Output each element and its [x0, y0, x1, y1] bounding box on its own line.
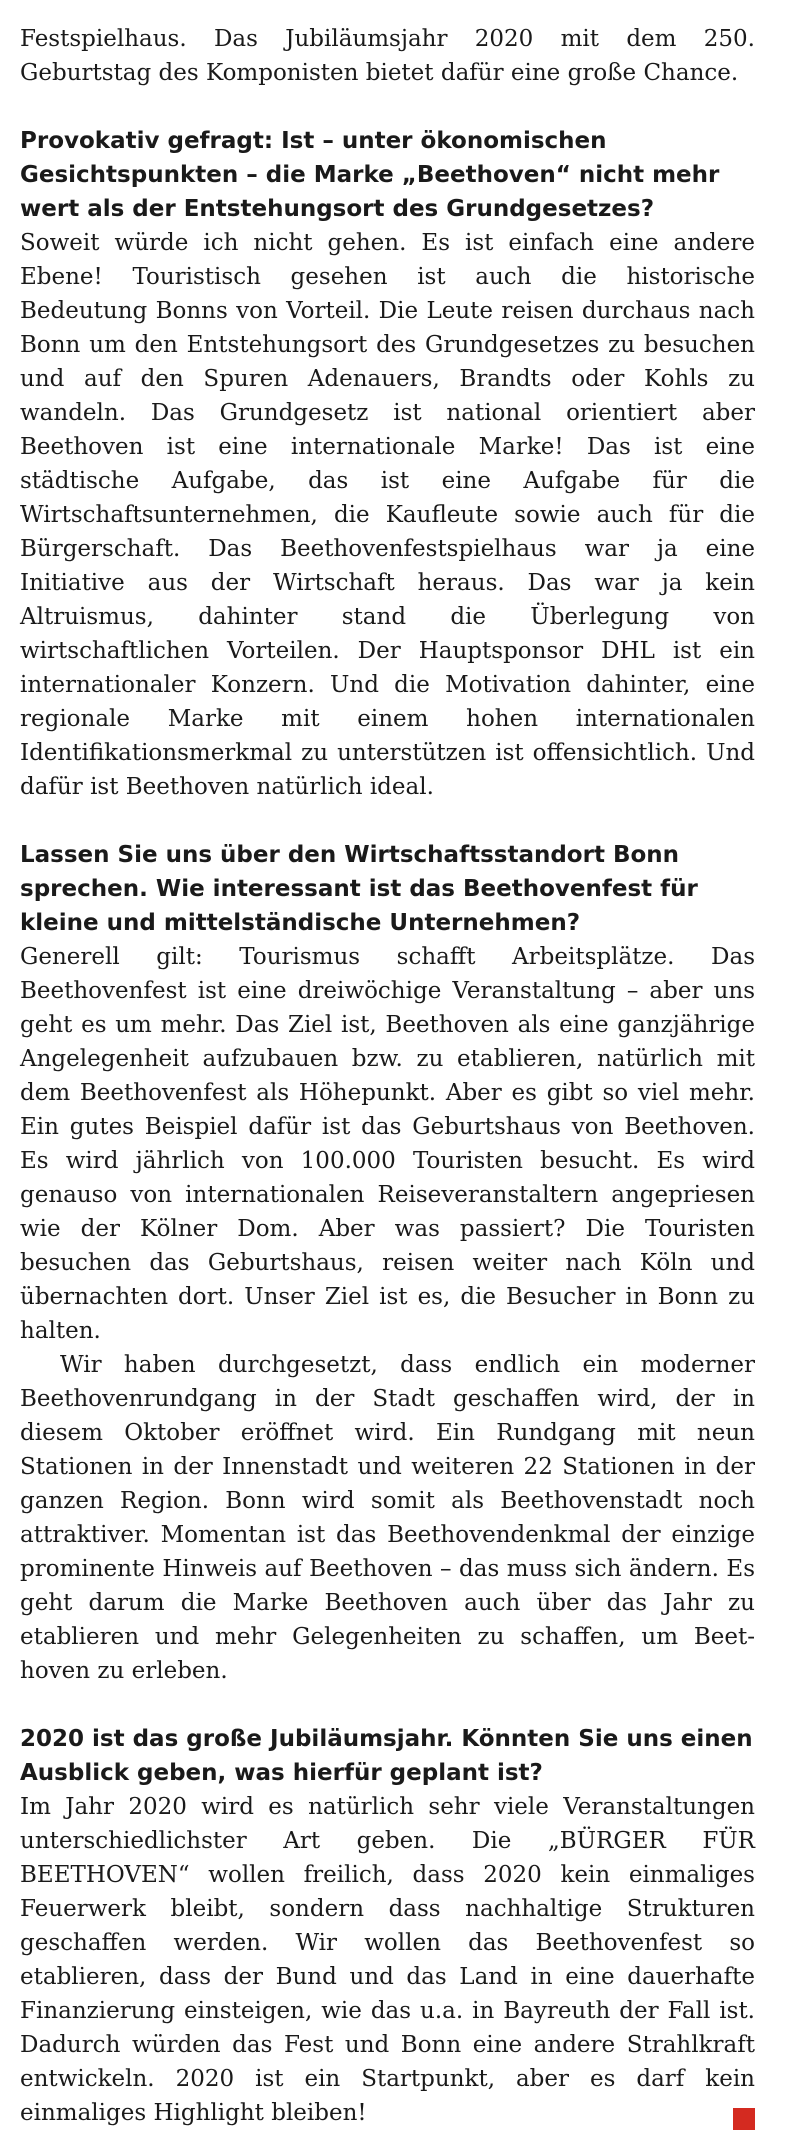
- article-end-square-icon: [733, 2108, 755, 2130]
- answer-2-paragraph-1: Generell gilt: Tourismus schafft Arbeitsplätze. Das Beethovenfest ist eine dreiwöchige Veranstaltung – aber uns geht es um mehr. Das Ziel ist, Beethoven als eine ganzjährige Angelegenheit aufzubauen bzw. zu etablieren, natürlich mit dem Beethovenfest als Höhepunkt. Aber es gibt so viel mehr. Ein gutes Beispiel dafür ist das Geburtshaus von Beethoven. Es wird jährlich von 100.000 Touristen besucht. Es wird genauso von internationalen Reiseveranstaltern angepriesen wie der Kölner Dom. Aber was passiert? Die Touristen besuchen das Geburtshaus, reisen weiter nach Köln und übernachten dort. Unser Ziel ist es, die Besucher in Bonn zu halten.: [20, 944, 755, 1344]
- question-2: Lassen Sie uns über den Wirtschaftsstandort Bonn sprechen. Wie interessant ist das Beethovenfest für kleine und mittelständische Unternehmen?: [20, 842, 698, 936]
- answer-2-paragraph-2: Wir haben durchgesetzt, dass endlich ein moderner Beethovenrundgang in der Stadt geschaffen wird, der in diesem Oktober eröffnet wird. Ein Rundgang mit neun Stationen in der Innenstadt und weiteren 22 Stationen in der ganzen Region. Bonn wird somit als Beethovenstadt noch attraktiver. Momentan ist das Beethovendenkmal der einzige prominente Hinweis auf Beethoven – das muss sich ändern. Es geht darum die Marke Beethoven auch über das Jahr zu etablieren und mehr Gelegenheiten zu schaffen, um Beethoven zu erleben.: [20, 1352, 755, 1684]
- section-spacer: [20, 804, 755, 838]
- answer-1-paragraph-1: Soweit würde ich nicht gehen. Es ist einfach eine andere Ebene! Touristisch gesehen ist auch die historische Bedeutung Bonns von Vorteil. Die Leute reisen durchaus nach Bonn um den Entstehungsort des Grundgesetzes zu besuchen und auf den Spuren Adenauers, Brandts oder Kohls zu wandeln. Das Grundgesetz ist national orientiert aber Beethoven ist eine internationale Marke! Das ist eine städtische Aufgabe, das ist eine Aufgabe für die Wirtschaftsunternehmen, die Kaufleute sowie auch für die Bürgerschaft. Das Beethovenfestspielhaus war ja eine Initiative aus der Wirtschaft heraus. Das war ja kein Altruismus, dahinter stand die Überlegung von wirtschaftlichen Vorteilen. Der Hauptsponsor DHL ist ein internationaler Konzern. Und die Motivation dahinter, eine regionale Marke mit einem hohen internationalen Identifikationsmerkmal zu unterstützen ist offensichtlich. Und dafür ist Beethoven natürlich ideal.: [20, 230, 755, 800]
- section-spacer: [20, 1688, 755, 1722]
- question-3: 2020 ist das große Jubiläumsjahr. Könnten Sie uns einen Ausblick geben, was hierfür geplant ist?: [20, 1726, 753, 1786]
- section-spacer: [20, 90, 755, 124]
- article-page: [20, 22, 755, 2130]
- final-answer-block: [20, 1790, 755, 2130]
- answer-3-paragraph-1: Im Jahr 2020 wird es natürlich sehr viele Veranstaltungen unterschiedlichster Art geben. Die „BÜRGER FÜR BEETHOVEN“ wollen freilich, dass 2020 kein einmaliges Feuerwerk bleibt, sondern dass nachhaltige Strukturen geschaffen werden. Wir wollen das Beethovenfest so etablieren, dass der Bund und das Land in eine dauerhafte Finanzierung einsteigen, wie das u.a. in Bayreuth der Fall ist. Dadurch würden das Fest und Bonn eine andere Strahlkraft entwickeln. 2020 ist ein Startpunkt, aber es darf kein einmaliges Highlight bleiben!: [20, 1794, 755, 2126]
- question-1: Provokativ gefragt: Ist – unter ökonomischen Gesichtspunkten – die Marke „Beethoven“ nicht mehr wert als der Entstehungsort des Grundgesetzes?: [20, 128, 720, 222]
- intro-tail-paragraph: Festspielhaus. Das Jubiläumsjahr 2020 mit dem 250. Geburtstag des Komponisten bietet dafür eine große Chance.: [20, 26, 755, 86]
